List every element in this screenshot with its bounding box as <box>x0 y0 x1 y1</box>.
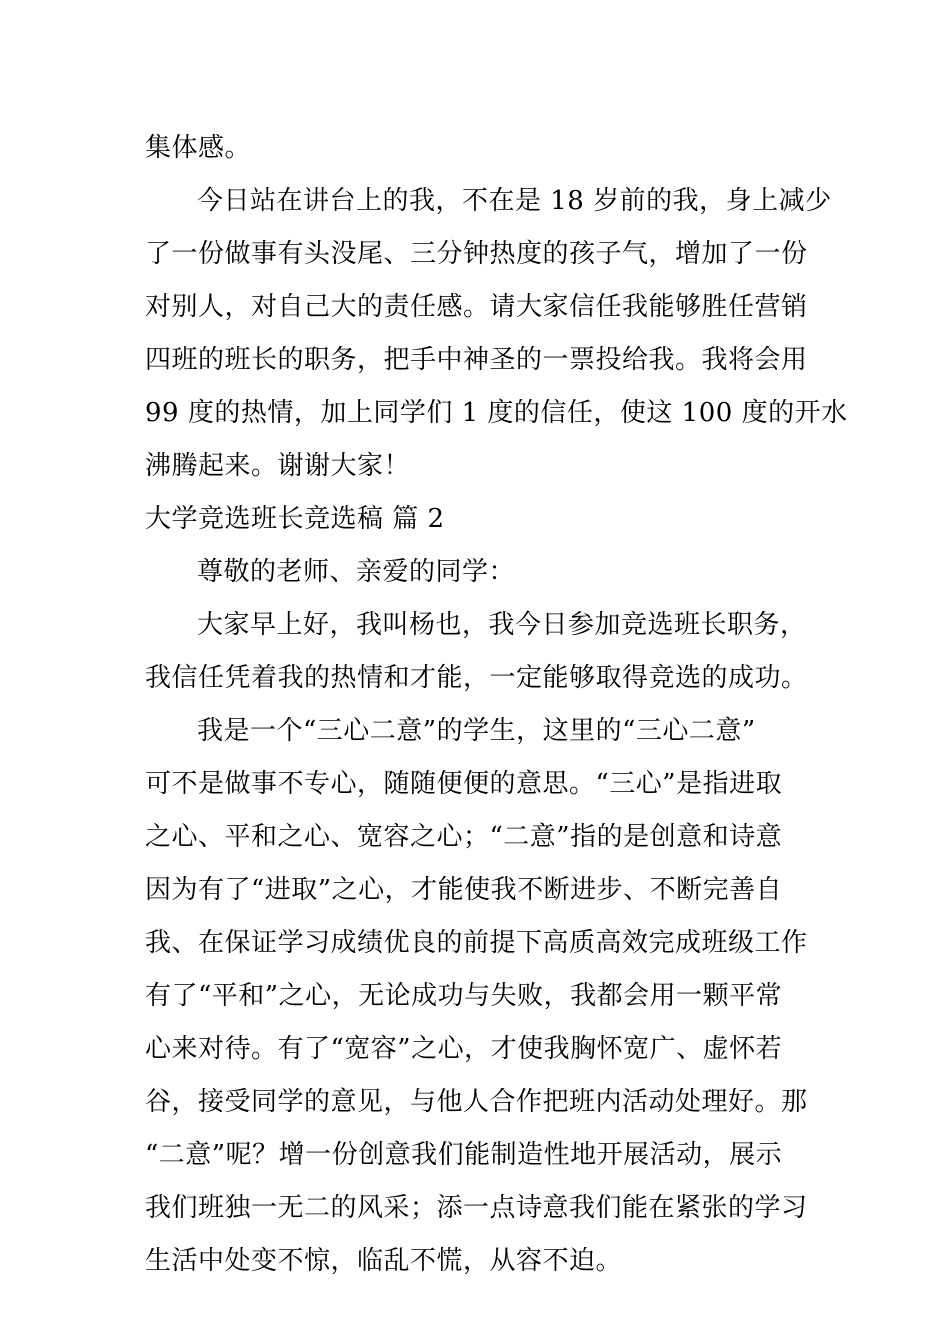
text-line: 谷，接受同学的意见，与他人合作把班内活动处理好。那 <box>145 1087 808 1117</box>
text-line: 心来对待。有了“宽容”之心，才使我胸怀宽广、虚怀若 <box>145 1034 783 1064</box>
text-line: “二意”呢？增一份创意我们能制造性地开展活动，展示 <box>145 1140 783 1170</box>
paragraph-first-line: 今日站在讲台上的我，不在是 18 岁前的我，身上减少 <box>197 186 832 216</box>
text-line: 之心、平和之心、宽容之心；“二意”指的是创意和诗意 <box>145 822 783 852</box>
paragraph-first-line: 我是一个“三心二意”的学生，这里的“三心二意” <box>197 716 756 746</box>
section-heading: 大学竞选班长竞选稿 篇 2 <box>145 504 445 534</box>
text-line: 我、在保证学习成绩优良的前提下高质高效完成班级工作 <box>145 928 808 958</box>
text-line: 集体感。 <box>145 133 252 163</box>
text-line: 我们班独一无二的风采；添一点诗意我们能在紧张的学习 <box>145 1193 808 1223</box>
text-line: 沸腾起来。谢谢大家！ <box>145 451 411 481</box>
text-line: 可不是做事不专心，随随便便的意思。“三心”是指进取 <box>145 769 783 799</box>
text-line: 有了“平和”之心，无论成功与失败，我都会用一颗平常 <box>145 981 783 1011</box>
paragraph-first-line: 大家早上好，我叫杨也，我今日参加竞选班长职务， <box>197 610 807 640</box>
salutation: 尊敬的老师、亲爱的同学： <box>197 557 516 587</box>
text-line: 我信任凭着我的热情和才能，一定能够取得竞选的成功。 <box>145 663 808 693</box>
text-line: 对别人，对自己大的责任感。请大家信任我能够胜任营销 <box>145 292 808 322</box>
text-line: 因为有了“进取”之心，才能使我不断进步、不断完善自 <box>145 875 783 905</box>
text-line: 四班的班长的职务，把手中神圣的一票投给我。我将会用 <box>145 345 808 375</box>
text-line: 99 度的热情，加上同学们 1 度的信任，使这 100 度的开水 <box>145 398 848 428</box>
text-line: 了一份做事有头没尾、三分钟热度的孩子气，增加了一份 <box>145 239 808 269</box>
text-line: 生活中处变不惊，临乱不慌，从容不迫。 <box>145 1246 623 1276</box>
